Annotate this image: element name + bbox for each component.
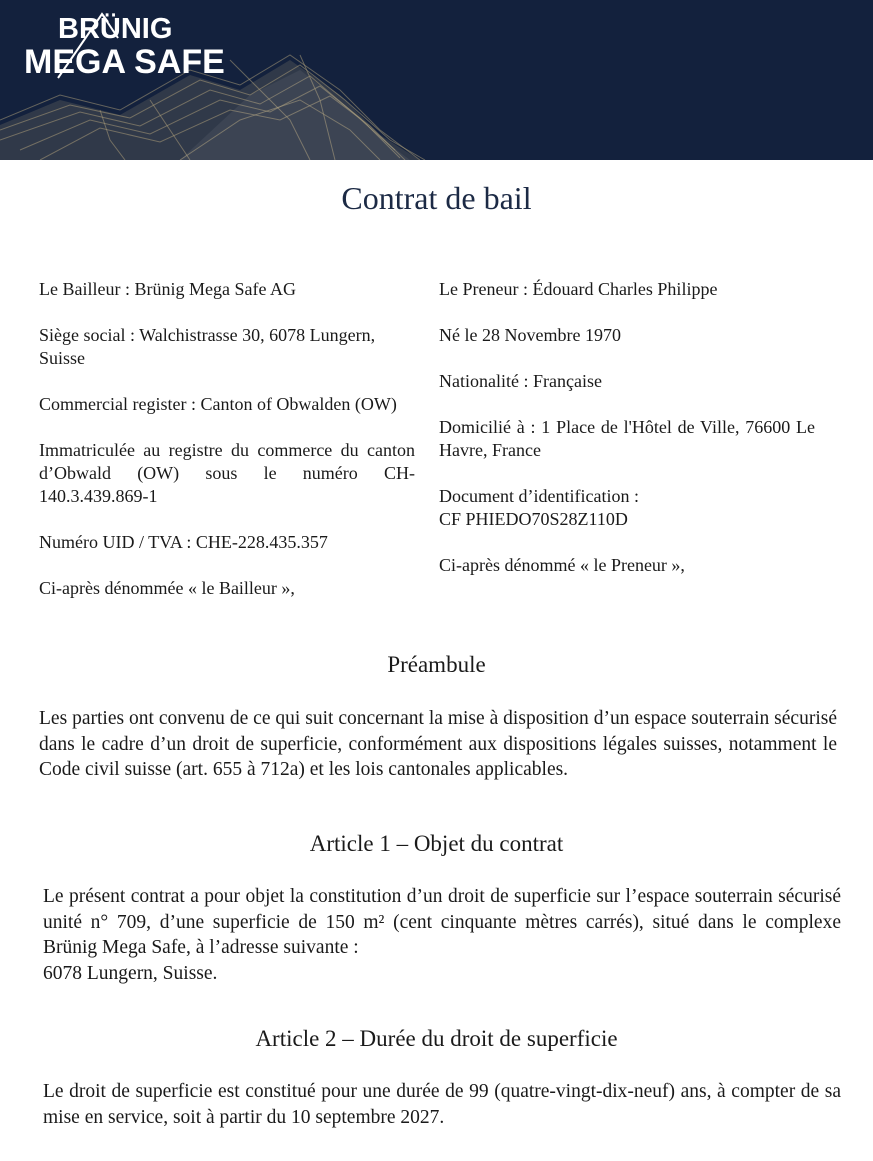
lessee-nationality: Nationalité : Française [439, 371, 602, 391]
lessor-designation: Ci-après dénommée « le Bailleur », [39, 578, 295, 598]
lessee-id [439, 485, 815, 531]
logo-text-line1: BRÜNIG [58, 13, 173, 45]
article2-text: Le droit de superficie est constitué pour une durée de 99 (quatre-vingt-dix-neuf) ans, à compter de sa mise en service, soit à partir du 10 septembre 2027. [43, 1081, 841, 1128]
article1-text: Le présent contrat a pour objet la constitution d’un droit de superficie sur l’espace souterrain sécurisé unité n° 709, d’une superficie de 150 m² (cent cinquante mètres carrés), situé dans le complexe Brünig Mega Safe, à l’adresse suivante : [43, 886, 841, 958]
preamble-text: Les parties ont convenu de ce qui suit concernant la mise à disposition d’un espace souterrain sécurisé dans le cadre d’un droit de superficie, conformément aux dispositions légales suisses, notamment le Code civil suisse (art. 655 à 712a) et les lois cantonales applicables. [39, 708, 837, 780]
article1-text-line2: 6078 Lungern, Suisse. [43, 962, 218, 984]
lessor-name: Le Bailleur : Brünig Mega Safe AG [39, 279, 296, 299]
lessee-designation: Ci-après dénommé « le Preneur », [439, 555, 685, 575]
article2-heading: Article 2 – Durée du droit de superficie [255, 1026, 618, 1051]
lessor-uid: Numéro UID / TVA : CHE-228.435.357 [39, 532, 328, 552]
document-title: Contrat de bail [341, 180, 532, 216]
lessee-birth: Né le 28 Novembre 1970 [439, 325, 621, 345]
lessee-id-label: Document d’identification : [439, 486, 639, 506]
lessor-registration: Immatriculée au registre du commerce du canton d’Obwald (OW) sous le numéro CH-140.3.439.869-1 [39, 440, 415, 506]
lessee-name: Le Preneur : Édouard Charles Philippe [439, 279, 718, 299]
preamble-heading: Préambule [387, 652, 486, 677]
article1-text-block [43, 884, 841, 986]
lessor-column [39, 278, 415, 623]
header-banner [0, 0, 873, 160]
lessee-domicile: Domicilié à : 1 Place de l'Hôtel de Ville, 76600 Le Havre, France [439, 417, 815, 460]
lessee-id-value: CF PHIEDO70S28Z110D [439, 509, 628, 529]
lessor-register: Commercial register : Canton of Obwalden (OW) [39, 394, 397, 414]
lessee-column [439, 278, 815, 600]
logo-text-line2: MEGA SAFE [24, 43, 225, 81]
lessor-address: Siège social : Walchistrasse 30, 6078 Lungern, Suisse [39, 325, 376, 368]
article1-heading: Article 1 – Objet du contrat [309, 831, 564, 856]
